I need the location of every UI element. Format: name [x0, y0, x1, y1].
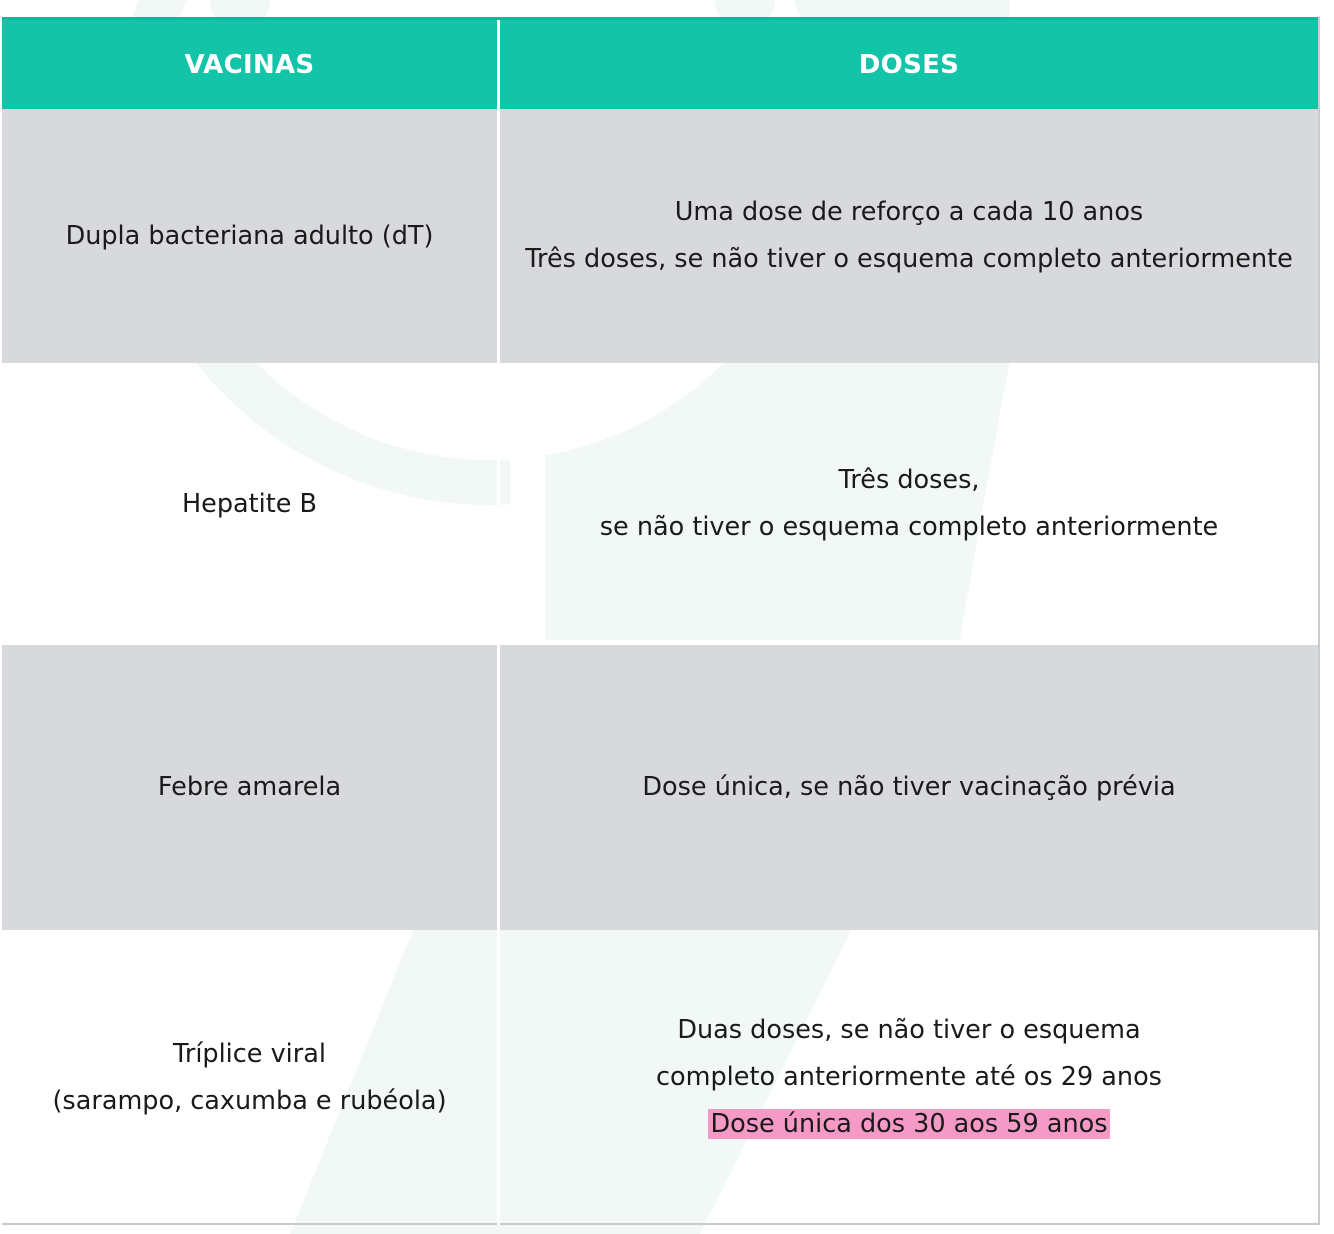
dose-line: Três doses, se não tiver o esquema completo anteriormente [525, 244, 1293, 274]
doses-cell [500, 930, 1318, 1225]
table-row [2, 109, 1318, 363]
header-vacinas: VACINAS [2, 20, 500, 109]
vaccine-name: Tríplice viral [173, 1038, 326, 1069]
dose-line: Três doses, [838, 465, 980, 495]
vaccine-subtitle: (sarampo, caxumba e rubéola) [52, 1085, 447, 1116]
dose-line: Uma dose de reforço a cada 10 anos [674, 197, 1144, 227]
table-row [2, 363, 1318, 645]
doses-cell [500, 109, 1318, 363]
vaccine-name: Febre amarela [157, 772, 342, 802]
vaccine-cell [2, 109, 500, 363]
highlighted-dose-line: Dose única dos 30 aos 59 anos [710, 1109, 1108, 1139]
vaccine-cell [2, 930, 500, 1225]
dose-line: completo anteriormente até os 29 anos [656, 1062, 1162, 1092]
doses-cell [500, 363, 1318, 645]
vaccine-table [2, 17, 1320, 1225]
table-row [2, 930, 1318, 1225]
vaccine-cell [2, 363, 500, 645]
vaccine-name: Hepatite B [181, 488, 318, 519]
vaccine-name: Dupla bacteriana adulto (dT) [65, 220, 434, 251]
dose-line: Dose única, se não tiver vacinação prévia [642, 772, 1176, 802]
header-doses: DOSES [858, 49, 960, 80]
vaccine-cell [2, 645, 500, 930]
dose-line: se não tiver o esquema completo anteriormente [599, 512, 1219, 542]
table-row [2, 645, 1318, 930]
dose-line: Duas doses, se não tiver o esquema [677, 1015, 1141, 1045]
table-header-row [2, 17, 1318, 109]
doses-cell [500, 645, 1318, 930]
